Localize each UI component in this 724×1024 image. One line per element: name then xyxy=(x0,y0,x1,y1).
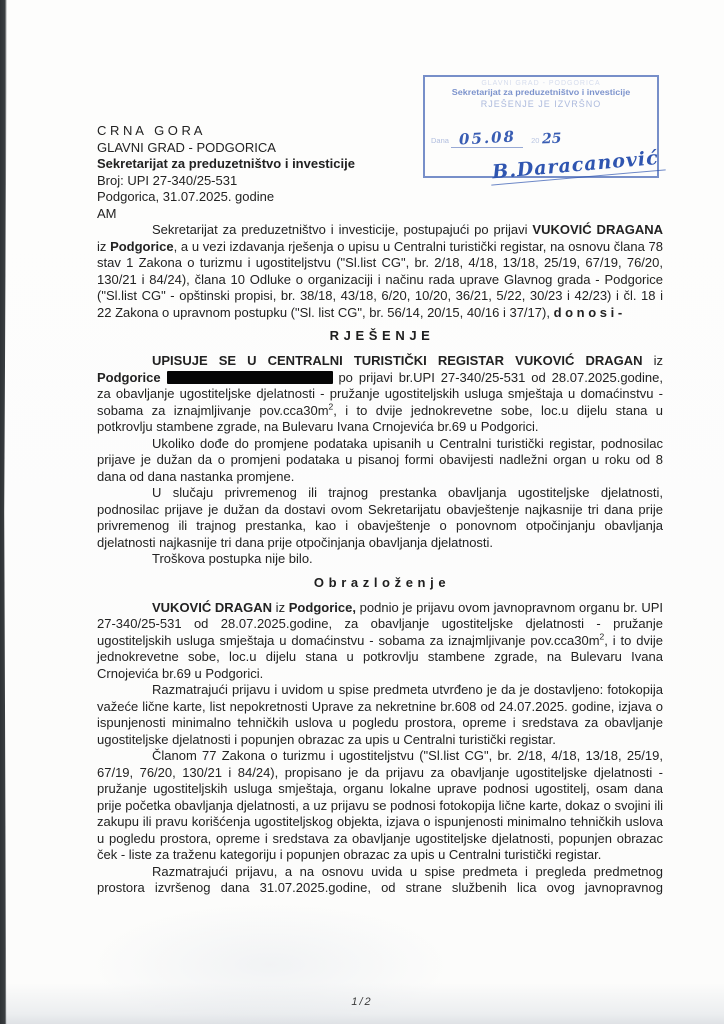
letterhead-case-number: Broj: UPI 27-340/25-531 xyxy=(97,172,238,188)
rationale-heading: O b r a z l o ž e n j e xyxy=(313,574,447,590)
letterhead-place-date: Podgorica, 31.07.2025. godine xyxy=(97,189,275,204)
operative-paragraph-1: UPISUJE SE U CENTRALNI TURISTIČKI REGISTAR VUKOVIĆ DRAGAN iz Podgorice po prijavi br.UPI 27-340/25-531 od 28.07.2025.godine, za obavljanje ugostiteljske djelatnosti - pružanje ugostiteljskih usluga smještaja u domaćinstvu - sobama za iznajmljivanje $pov.cca30m^2$, i to dvije jednokrevetne sobe, loc.u dijelu stana u potkrovlju stambene zgrade, na Bulevaru Ivana Crnojevića br.69 u Podgorici. xyxy=(97,353,663,434)
scan-edge-artifact xyxy=(0,0,7,1024)
letterhead-city: GLAVNI GRAD - PODGORICA xyxy=(97,139,276,155)
letterhead-initials: AM xyxy=(97,205,117,221)
decision-heading: R J E Š E N J E xyxy=(329,328,431,343)
letterhead-department: Sekretarijat za preduzetništvo i investicije xyxy=(97,156,355,171)
letterhead xyxy=(97,123,663,222)
stamp-year-prefix: 20 xyxy=(531,136,540,145)
handwritten-signature: B.Daracanović xyxy=(489,146,665,185)
rationale-paragraph-3: Članom 77 Zakona o turizmu i ugostiteljstvu ("Sl.list CG", br. 2/18, 4/18, 13/18, 25/19, 67/19, 76/20, 130/21 i 84/24), propisano je da prijavu za obavljanje ugostiteljske djelatnosti - pružanje ugostiteljskih usluga smještaja, organu lokalne uprave podnosi ugostitelj, osam dana prije početka obavljanja djelatnosti, a uz prijavu se podnosi fotokopija lične karte, dokaz o svojini ili zakupu ili pravu korišćenja ugostiteljskog objekta, izjava o ispunjenosti minimalno tehničkih uslova u pogledu prostora, opreme i sredstava za obavljanje ugostiteljske djelatnosti, popunjen obrazac ček - liste za traženu kategoriju i popunjen obrazac za upis u Centralni turistički registar. xyxy=(97,748,663,862)
rationale-paragraph-1: VUKOVIĆ DRAGAN iz Podgorice, podnio je prijavu ovom javnopravnom organu br. UPI 27-340/25-531 od 28.07.2025.godine, za obavljanje ugostiteljske djelatnosti - pružanje ugostiteljskih usluga smještaja u domaćinstvu - sobama za iznajmljivanje $pov.cca30m^2$, i to dvije jednokrevetne sobe, loc.u dijelu stana u potkrovlju stambene zgrade, na Bulevaru Ivana Crnojevića br.69 u Podgorici. xyxy=(97,599,663,681)
operative-paragraph-2: Ukoliko dođe do promjene podataka upisanih u Centralni turistički registar, podnosilac prijave je dužan da o promjeni podataka u pisanoj formi obavijesti nadležni organ u roku od 8 dana od dana nastanka promjene. xyxy=(97,435,663,484)
stamp-department-line: Sekretarijat za preduzetništvo i investicije xyxy=(451,87,631,97)
letterhead-country: C R N A G O R A xyxy=(97,123,203,138)
stamp-handwritten-date: 05.08 xyxy=(458,127,516,149)
rationale-paragraph-2: Razmatrajući prijavu i uvidom u spise predmeta utvrđeno je da je dostavljeno: fotokopija važeće lične karte, list nepokretnosti Uprave za nekretnine br.608 od 24.07.2025. godine, izjava o ispunjenosti minimalno tehničkih uslova u pogledu prostora, opreme i sredstava za obavljanje ugostiteljske djelatnosti i popunjen obrazac za upis u Centralni turistički registar. xyxy=(97,682,663,747)
costs-paragraph: Troškova postupka nije bilo. xyxy=(152,551,313,566)
rationale-paragraph-4: Razmatrajući prijavu, a na osnovu uvida u spise predmeta i pregleda predmetnog prostora izvršenog dana 31.07.2025.godine, od strane službenih lica ovog javnopravnog xyxy=(97,863,663,895)
redacted-personal-data xyxy=(167,371,333,384)
stamp-handwritten-year: 25 xyxy=(541,130,562,148)
operative-paragraph-3: U slučaju privremenog ili trajnog prestanka obavljanja ugostiteljske djelatnosti, podnosilac prijave je dužan da dostavi ovom Sekretarijatu obavještenje najkasnije tri dana prije privremenog ili trajnog prestanka, kao i obavještenje o ponovnom otpočinjanju obavljanja djelatnosti najkasnije tri dana prije otpočinjanja obavljanja djelatnosti. xyxy=(97,485,663,550)
stamp-city-line: GLAVNI GRAD - PODGORICA xyxy=(481,80,601,87)
page-number: 1/2 xyxy=(351,996,373,1008)
intro-paragraph: Sekretarijat za preduzetništvo i investicije, postupajući po prijavi VUKOVIĆ DRAGANA iz Podgorice, a u vezi izdavanja rješenja o upisu u Centralni turistički registar, na osnovu člana 78 stav 1 Zakona o turizmu i ugostiteljstvu ("Sl.list CG", br. 2/18, 4/18, 13/18, 25/19, 67/19, 76/20, 130/21 i 84/24), člana 10 Odluke o organizaciji i načinu rada uprave Glavnog grada - Podgorice ("Sl.list CG" - opštinski propisi, br. 38/18, 43/18, 6/20, 10/20, 36/21, 5/22, 30/23 i 42/23) i čl. 18 i 22 Zakona o upravnom postupku ("Sl. list CG", br. 56/14, 20/15, 40/16 i 37/17), d o n o s i - xyxy=(97,222,663,320)
stamp-executed-line: RJEŠENJE JE IZVRŠNO xyxy=(480,99,602,109)
stamp-date-label: Dana xyxy=(431,136,449,145)
document-body xyxy=(97,123,663,897)
